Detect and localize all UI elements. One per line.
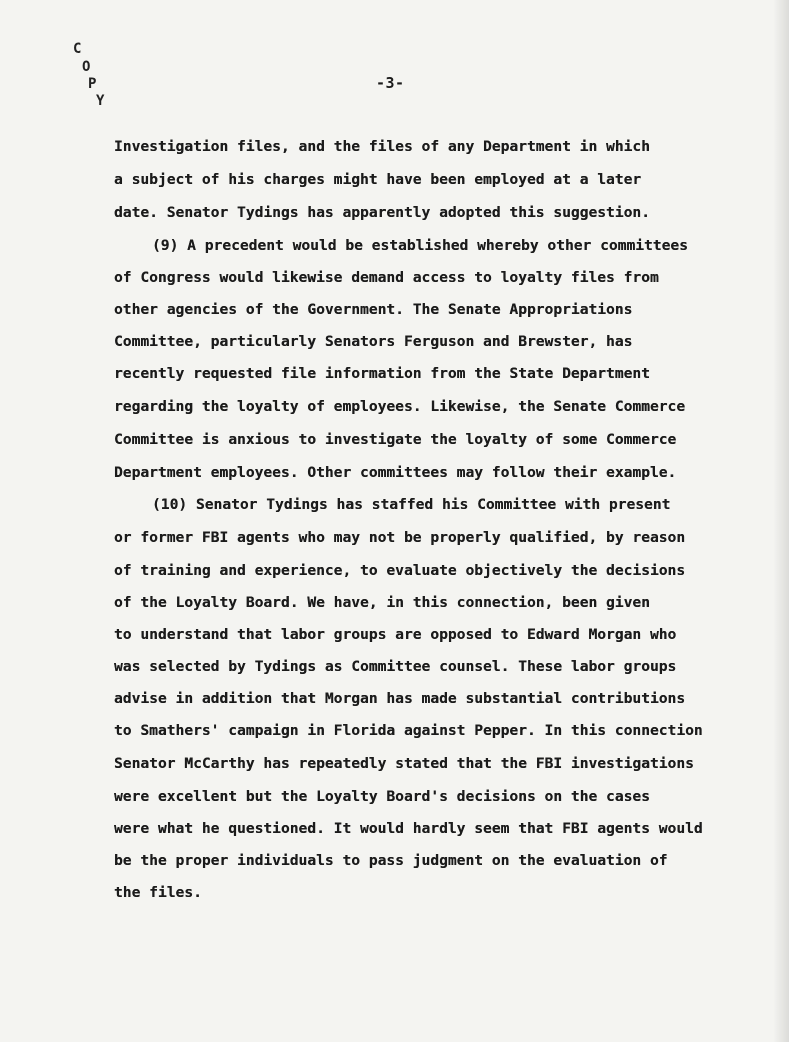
text-line: of the Loyalty Board. We have, in this connection, been given <box>114 594 650 611</box>
copy-stamp-letter-o: O <box>82 59 91 75</box>
text-line: other agencies of the Government. The Senate Appropriations <box>114 301 633 318</box>
copy-stamp-letter-p: P <box>88 76 97 92</box>
text-line: of training and experience, to evaluate objectively the decisions <box>114 562 686 579</box>
text-line: were what he questioned. It would hardly seem that FBI agents would <box>114 820 703 837</box>
text-line: Department employees. Other committees may follow their example. <box>114 464 677 481</box>
text-line: were excellent but the Loyalty Board's decisions on the cases <box>114 788 650 805</box>
text-line: be the proper individuals to pass judgment on the evaluation of <box>114 852 668 869</box>
text-line: the files. <box>114 884 202 901</box>
paragraph-10-start: (10) Senator Tydings has staffed his Committee with present <box>152 496 671 513</box>
text-line: of Congress would likewise demand access to loyalty files from <box>114 269 659 286</box>
text-line: recently requested file information from the State Department <box>114 365 650 382</box>
text-line: Committee, particularly Senators Ferguson and Brewster, has <box>114 333 633 350</box>
text-line: was selected by Tydings as Committee counsel. These labor groups <box>114 658 677 675</box>
text-line: Senator McCarthy has repeatedly stated that the FBI investigations <box>114 755 694 772</box>
text-line: to Smathers' campaign in Florida against Pepper. In this connection <box>114 722 703 739</box>
text-line: Committee is anxious to investigate the loyalty of some Commerce <box>114 431 677 448</box>
copy-stamp-letter-c: C <box>73 41 82 57</box>
text-line: regarding the loyalty of employees. Likewise, the Senate Commerce <box>114 398 686 415</box>
page-number: -3- <box>376 74 405 92</box>
text-line: or former FBI agents who may not be properly qualified, by reason <box>114 529 686 546</box>
text-line: to understand that labor groups are opposed to Edward Morgan who <box>114 626 677 643</box>
copy-stamp-letter-y: Y <box>96 93 105 109</box>
text-line: date. Senator Tydings has apparently adopted this suggestion. <box>114 204 650 221</box>
text-line: a subject of his charges might have been employed at a later <box>114 171 642 188</box>
paragraph-9-start: (9) A precedent would be established whereby other committees <box>152 237 688 254</box>
text-line: Investigation files, and the files of any Department in which <box>114 138 650 155</box>
text-line: advise in addition that Morgan has made substantial contributions <box>114 690 686 707</box>
